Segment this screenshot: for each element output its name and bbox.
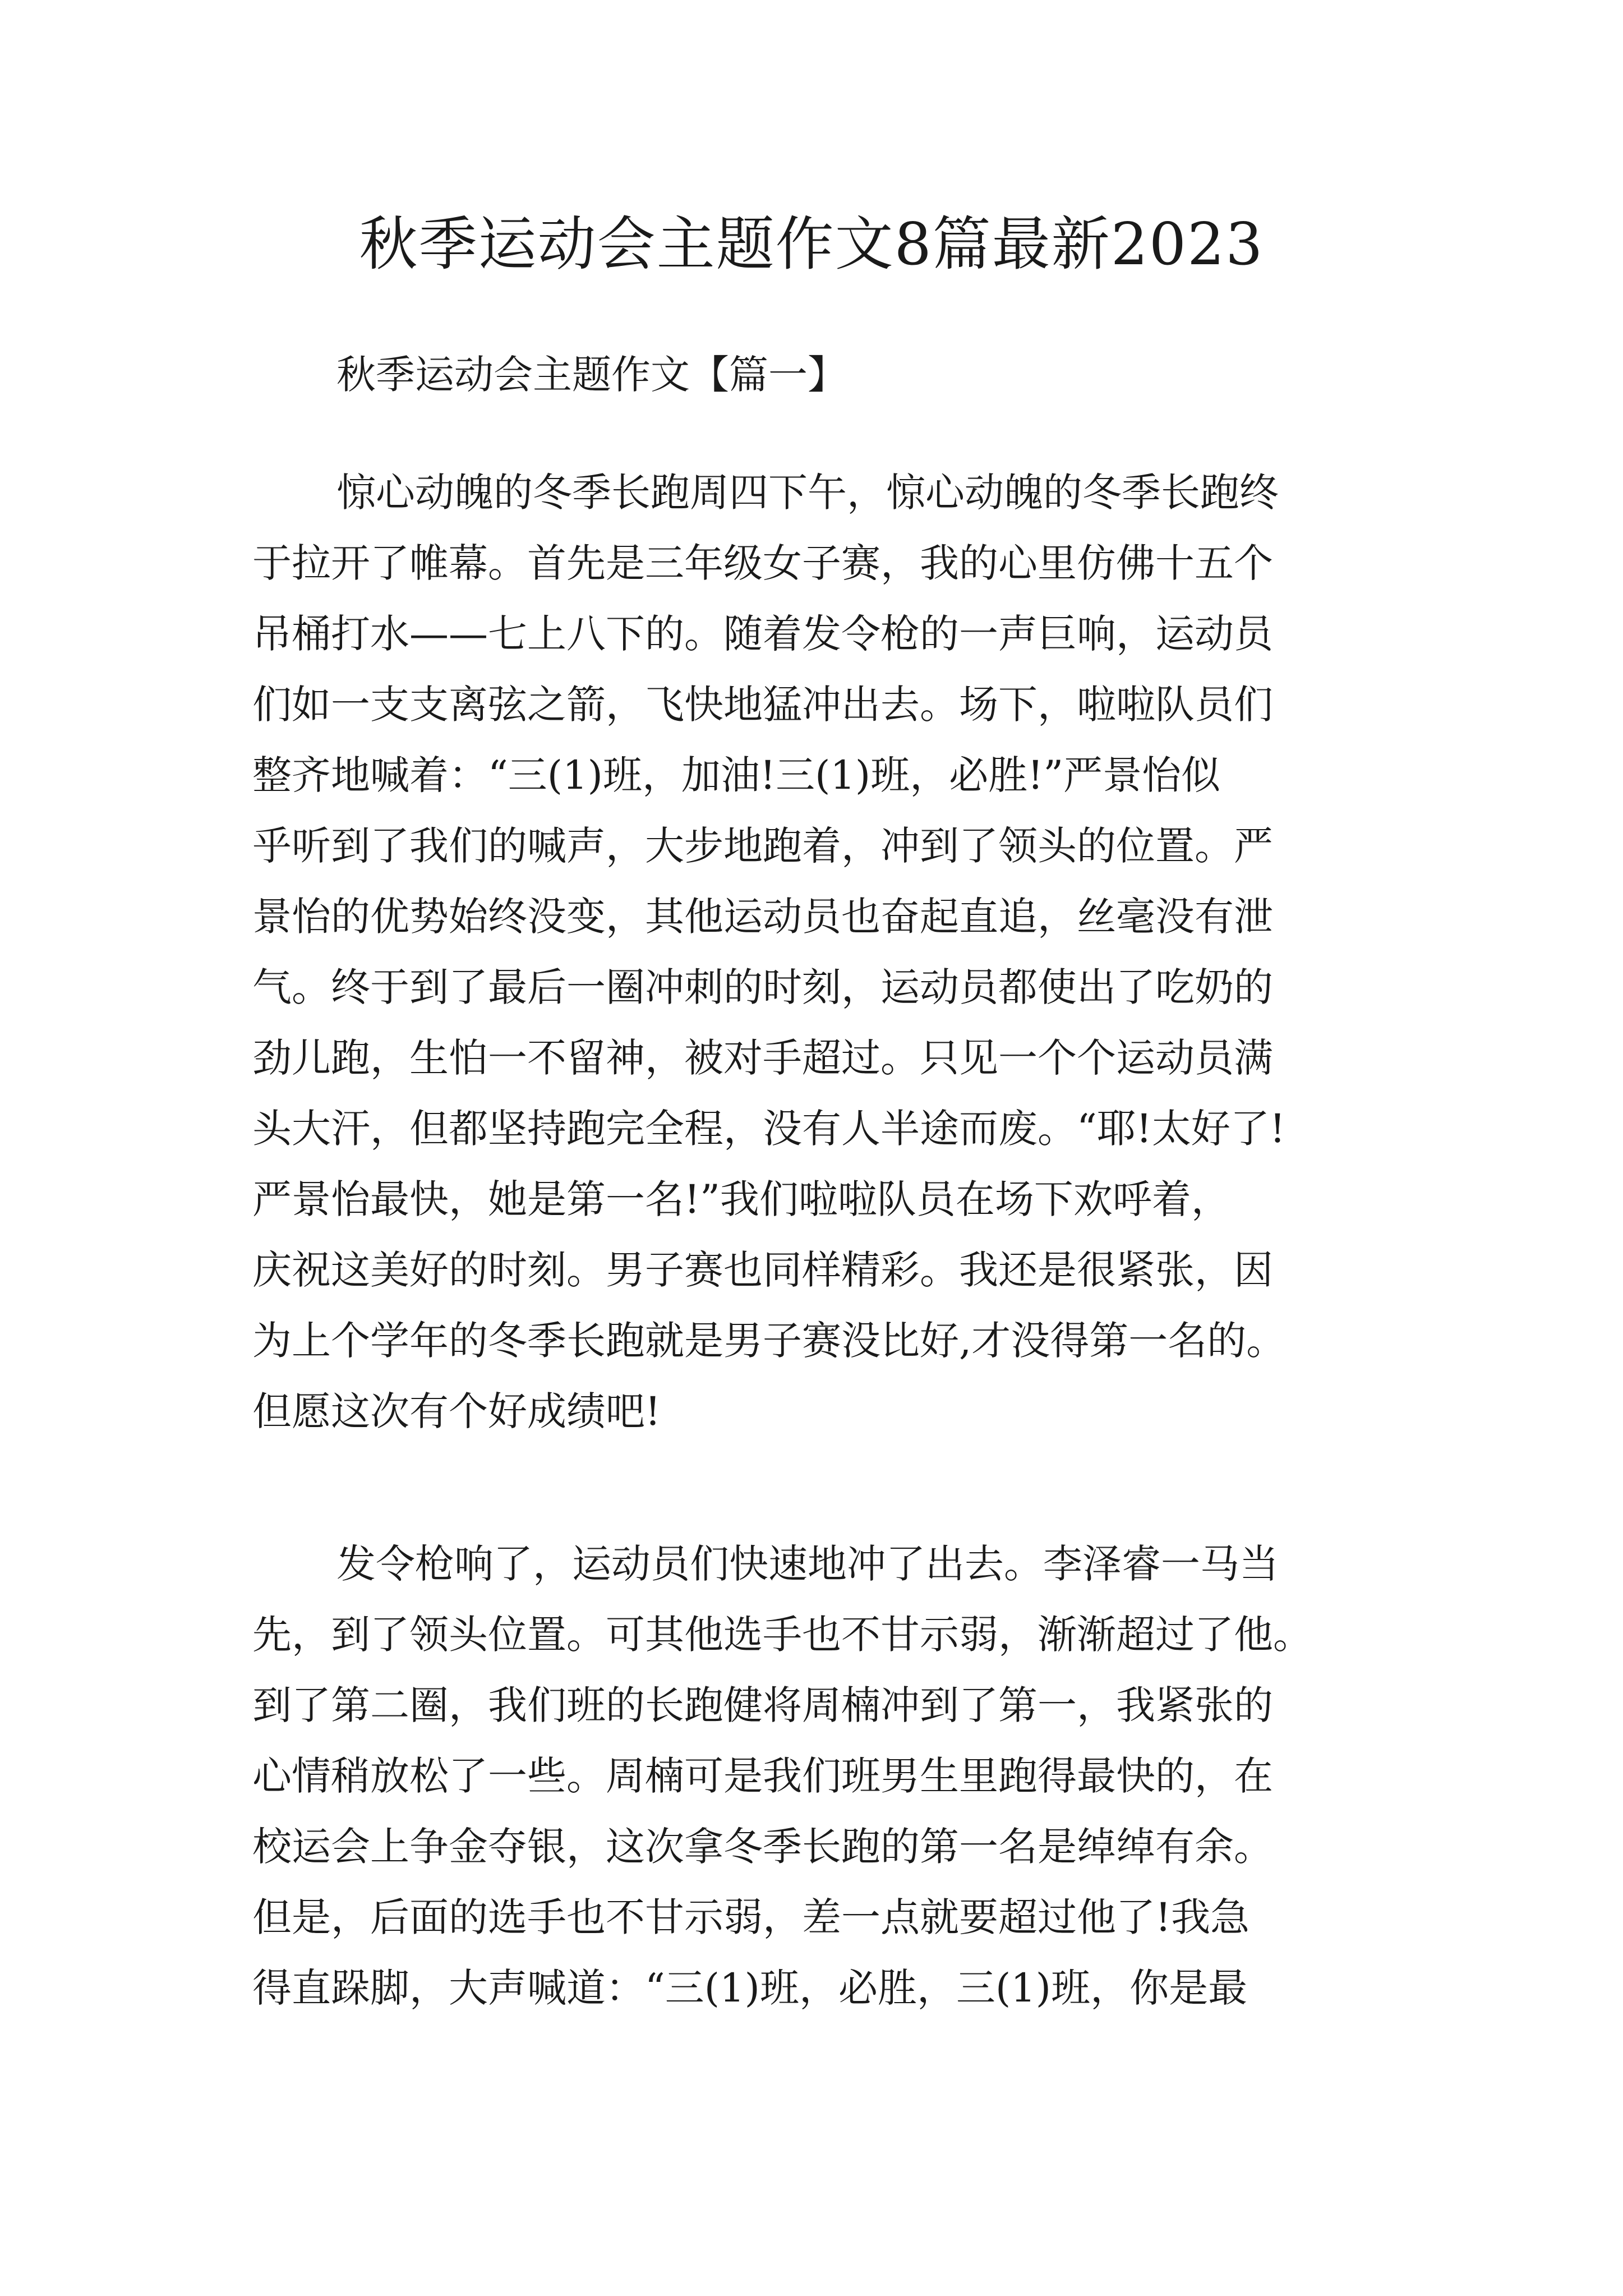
paragraph-line: 景怡的优势始终没变，其他运动员也奋起直追，丝毫没有泄 <box>252 894 1273 940</box>
document-title: 秋季运动会主题作文8篇最新2023 <box>359 210 1264 278</box>
paragraph-line: 们如一支支离弦之箭，飞快地猛冲出去。场下，啦啦队员们 <box>252 682 1273 728</box>
paragraph-line: 校运会上争金夺银，这次拿冬季长跑的第一名是绰绰有余。 <box>252 1824 1273 1870</box>
paragraph-line: 整齐地喊着：“三(1)班，加油!三(1)班，必胜!”严景怡似 <box>252 752 1221 798</box>
paragraph-line: 于拉开了帷幕。首先是三年级女子赛，我的心里仿佛十五个 <box>252 540 1273 586</box>
paragraph-line: 到了第二圈，我们班的长跑健将周楠冲到了第一，我紧张的 <box>252 1682 1273 1728</box>
paragraph-line: 但是，后面的选手也不甘示弱，差一点就要超过他了!我急 <box>252 1894 1250 1940</box>
paragraph-line: 心情稍放松了一些。周楠可是我们班男生里跑得最快的，在 <box>252 1753 1273 1799</box>
paragraph-line: 乎听到了我们的喊声，大步地跑着，冲到了领头的位置。严 <box>252 823 1273 869</box>
paragraph-line: 头大汗，但都坚持跑完全程，没有人半途而废。“耶!太好了! <box>252 1106 1286 1152</box>
paragraph-line: 劲儿跑，生怕一不留神，被对手超过。只见一个个运动员满 <box>252 1035 1273 1081</box>
paragraph-line: 发令枪响了，运动员们快速地冲了出去。李泽睿一马当 <box>336 1541 1279 1587</box>
paragraph-line: 吊桶打水——七上八下的。随着发令枪的一声巨响，运动员 <box>252 611 1273 657</box>
paragraph-line: 得直跺脚，大声喊道：“三(1)班，必胜，三(1)班，你是最 <box>252 1965 1248 2011</box>
paragraph-line: 严景怡最快，她是第一名!”我们啦啦队员在场下欢呼着， <box>252 1176 1230 1222</box>
paragraph-line: 惊心动魄的冬季长跑周四下午，惊心动魄的冬季长跑终 <box>336 470 1279 516</box>
paragraph-line: 先，到了领头位置。可其他选手也不甘示弱，渐渐超过了他。 <box>252 1612 1312 1658</box>
paragraph-line: 气。终于到了最后一圈冲刺的时刻，运动员都使出了吃奶的 <box>252 964 1273 1010</box>
section-heading: 秋季运动会主题作文【篇一】 <box>336 352 847 398</box>
paragraph-line: 但愿这次有个好成绩吧! <box>252 1388 661 1434</box>
paragraph-line: 为上个学年的冬季长跑就是男子赛没比好,才没得第一名的。 <box>252 1318 1286 1364</box>
paragraph-line: 庆祝这美好的时刻。男子赛也同样精彩。我还是很紧张，因 <box>252 1247 1273 1293</box>
paragraph-1 <box>252 457 1402 1447</box>
paragraph-2 <box>252 1529 1402 2023</box>
